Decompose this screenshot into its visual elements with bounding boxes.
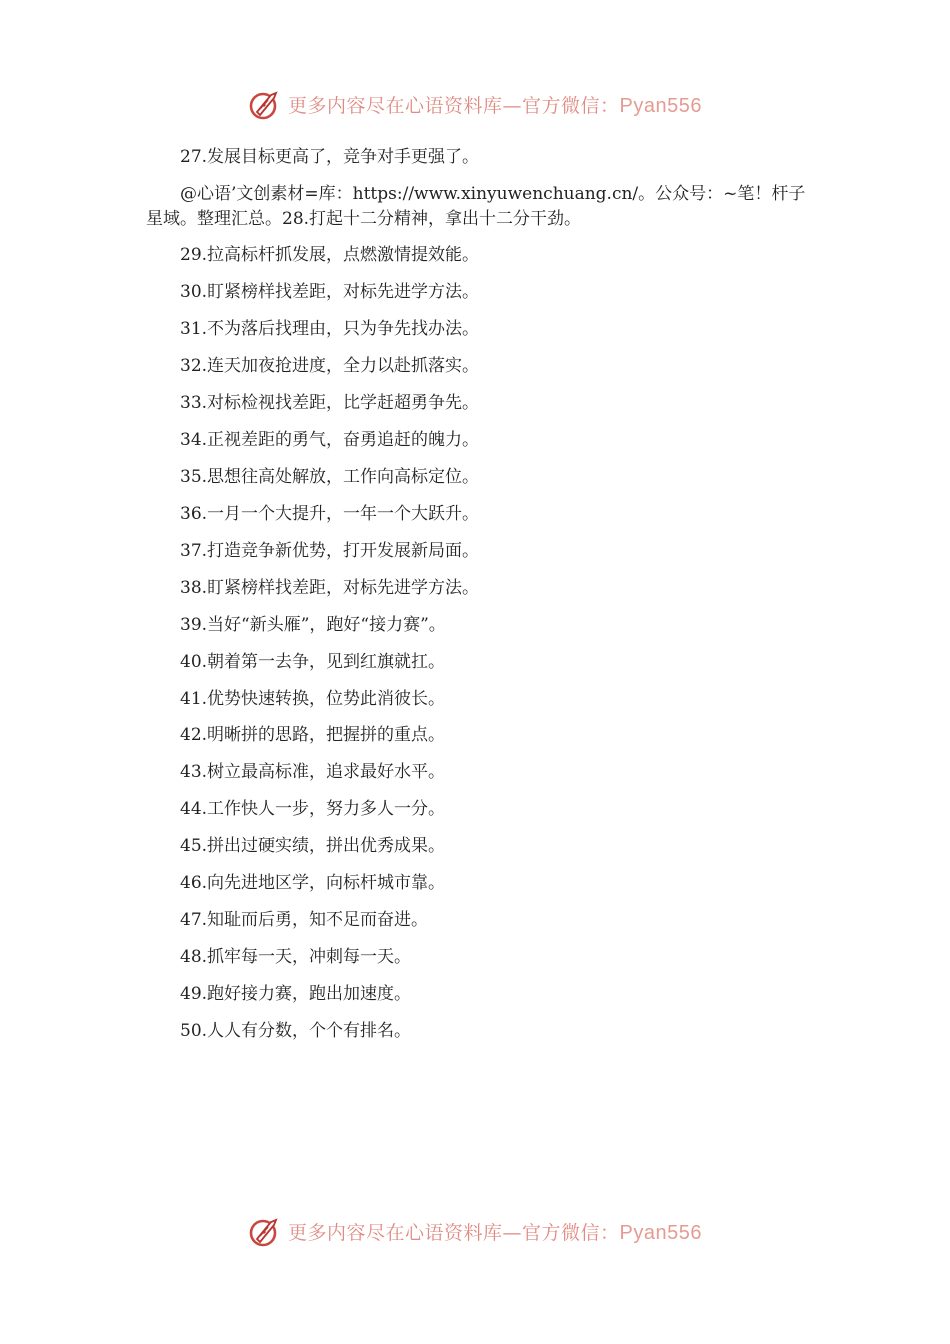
header-banner-main: 更多内容尽在心语资料库—官方微信： (288, 94, 620, 117)
footer-banner-inner (248, 1214, 702, 1248)
pen-nib-logo-icon (248, 87, 282, 121)
slogan-line-46: 46.向先进地区学，向标杆城市靠。 (180, 873, 446, 893)
slogan-line-38: 38.盯紧榜样找差距，对标先进学方法。 (180, 578, 480, 598)
slogan-line-33: 33.对标检视找差距，比学赶超勇争先。 (180, 393, 480, 413)
source-paragraph-28: @心语’文创素材=库：https://www.xinyuwenchuang.cn/。公众号：~笔！杆子星域。整理汇总。28.打起十二分精神，拿出十二分干劲。 (146, 184, 806, 229)
footer-banner (0, 1211, 950, 1251)
slogan-line-36: 36.一月一个大提升，一年一个大跃升。 (180, 504, 480, 524)
slogan-line-37: 37.打造竞争新优势，打开发展新局面。 (180, 541, 480, 561)
header-banner-text (288, 91, 702, 118)
slogan-line-50: 50.人人有分数，个个有排名。 (180, 1021, 412, 1041)
slogan-line-35: 35.思想往高处解放，工作向高标定位。 (180, 467, 480, 487)
slogan-line-40: 40.朝着第一去争，见到红旗就扛。 (180, 652, 446, 672)
slogan-line-41: 41.优势快速转换，位势此消彼长。 (180, 689, 446, 709)
slogan-line-27: 27.发展目标更高了，竞争对手更强了。 (180, 147, 480, 167)
slogan-line-45: 45.拼出过硬实绩，拼出优秀成果。 (180, 836, 446, 856)
slogan-line-39: 39.当好“新头雁”，跑好“接力赛”。 (180, 615, 446, 635)
slogan-line-32: 32.连天加夜抢进度，全力以赴抓落实。 (180, 356, 480, 376)
footer-banner-main: 更多内容尽在心语资料库—官方微信： (288, 1221, 620, 1244)
slogan-line-31: 31.不为落后找理由，只为争先找办法。 (180, 319, 480, 339)
slogan-line-43: 43.树立最高标准，追求最好水平。 (180, 762, 446, 782)
slogan-line-34: 34.正视差距的勇气，奋勇追赶的魄力。 (180, 430, 480, 450)
slogan-line-29: 29.拉高标杆抓发展，点燃激情提效能。 (180, 245, 480, 265)
pen-nib-logo-icon (248, 1214, 282, 1248)
slogan-line-49: 49.跑好接力赛，跑出加速度。 (180, 984, 412, 1004)
slogan-line-30: 30.盯紧榜样找差距，对标先进学方法。 (180, 282, 480, 302)
footer-banner-text (288, 1218, 702, 1245)
header-banner-id: Pyan556 (619, 94, 702, 117)
slogan-line-42: 42.明晰拼的思路，把握拼的重点。 (180, 725, 446, 745)
slogan-line-47: 47.知耻而后勇，知不足而奋进。 (180, 910, 429, 930)
slogan-line-44: 44.工作快人一步，努力多人一分。 (180, 799, 446, 819)
footer-banner-id: Pyan556 (619, 1221, 702, 1244)
header-banner-inner (248, 87, 702, 121)
slogan-line-48: 48.抓牢每一天，冲刺每一天。 (180, 947, 412, 967)
header-banner (0, 84, 950, 124)
